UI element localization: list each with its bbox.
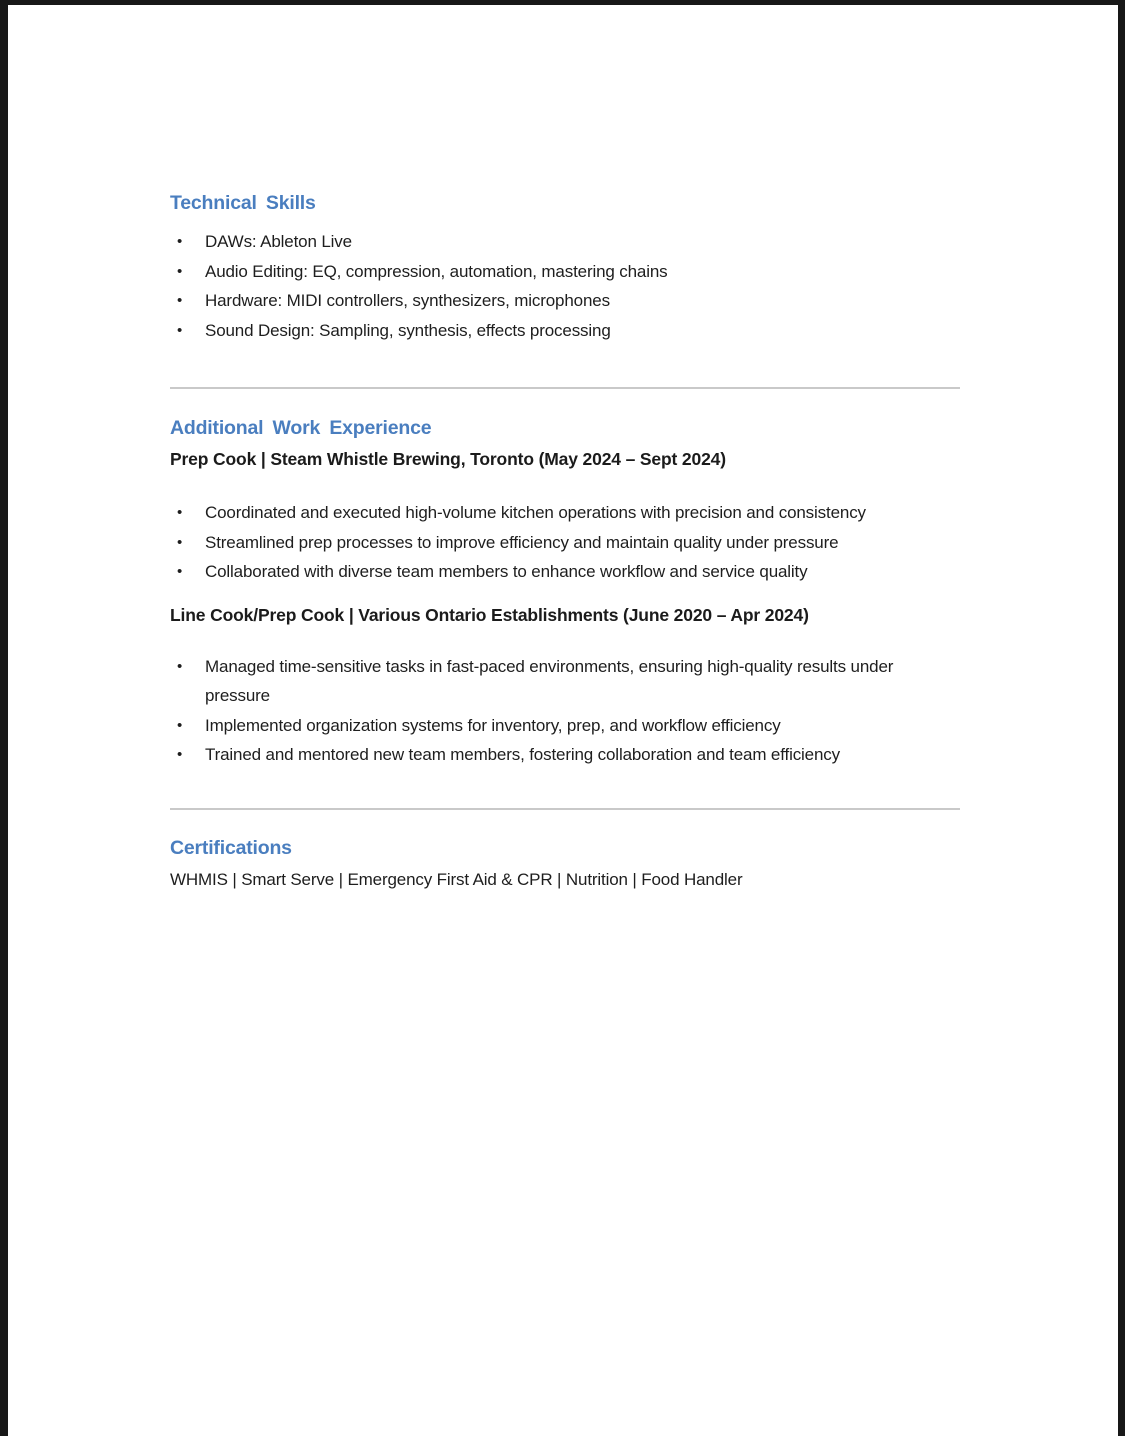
bullet-icon: •	[177, 563, 183, 580]
list-item	[170, 740, 960, 770]
bullet-icon: •	[177, 657, 183, 675]
job-bullets	[170, 652, 960, 770]
job-bullets	[170, 498, 960, 587]
bullet-text: Hardware: MIDI controllers, synthesizers, microphones	[205, 291, 610, 310]
list-item	[170, 286, 960, 316]
list-item	[170, 316, 960, 346]
bullet-icon: •	[177, 292, 183, 309]
bullet-icon: •	[177, 262, 183, 280]
bullet-text: Trained and mentored new team members, fostering collaboration and team efficiency	[205, 745, 840, 764]
bullet-text: Coordinated and executed high-volume kitchen operations with precision and consistency	[205, 503, 866, 522]
list-item	[170, 227, 960, 257]
bullet-text: Audio Editing: EQ, compression, automation, mastering chains	[205, 261, 668, 281]
bullet-text: Implemented organization systems for inventory, prep, and workflow efficiency	[205, 715, 781, 735]
section-divider	[170, 808, 960, 810]
bullet-icon: •	[177, 746, 183, 763]
job-title: Line Cook/Prep Cook | Various Ontario Establishments (June 2020 – Apr 2024)	[170, 604, 809, 625]
list-item	[170, 557, 960, 587]
list-item	[170, 652, 960, 711]
bullet-text: Streamlined prep processes to improve efficiency and maintain quality under pressure	[205, 532, 839, 552]
list-item	[170, 528, 960, 558]
job-title: Prep Cook | Steam Whistle Brewing, Toronto (May 2024 – Sept 2024)	[170, 449, 726, 469]
bullet-text: Sound Design: Sampling, synthesis, effects processing	[205, 320, 611, 340]
certifications-text: WHMIS | Smart Serve | Emergency First Aid & CPR | Nutrition | Food Handler	[170, 869, 743, 889]
bullet-text: Managed time-sensitive tasks in fast-paced environments, ensuring high-quality results under pressure	[205, 656, 894, 705]
bullet-text: Collaborated with diverse team members to enhance workflow and service quality	[205, 562, 808, 581]
resume-page	[8, 5, 1118, 1436]
list-item	[170, 257, 960, 287]
section-heading-certifications: Certifications	[170, 836, 292, 859]
bullet-icon: •	[177, 504, 183, 521]
technical-skills-list	[170, 227, 960, 345]
bullet-icon: •	[177, 716, 183, 734]
section-divider	[170, 387, 960, 389]
list-item	[170, 711, 960, 741]
section-heading-technical-skills: Technical Skills	[170, 192, 316, 214]
section-heading-additional-work-experience: Additional Work Experience	[170, 417, 432, 439]
bullet-icon: •	[177, 533, 183, 551]
bullet-icon: •	[177, 233, 183, 250]
bullet-icon: •	[177, 321, 183, 339]
resume-content	[8, 5, 960, 891]
bullet-text: DAWs: Ableton Live	[205, 232, 352, 251]
list-item	[170, 498, 960, 528]
